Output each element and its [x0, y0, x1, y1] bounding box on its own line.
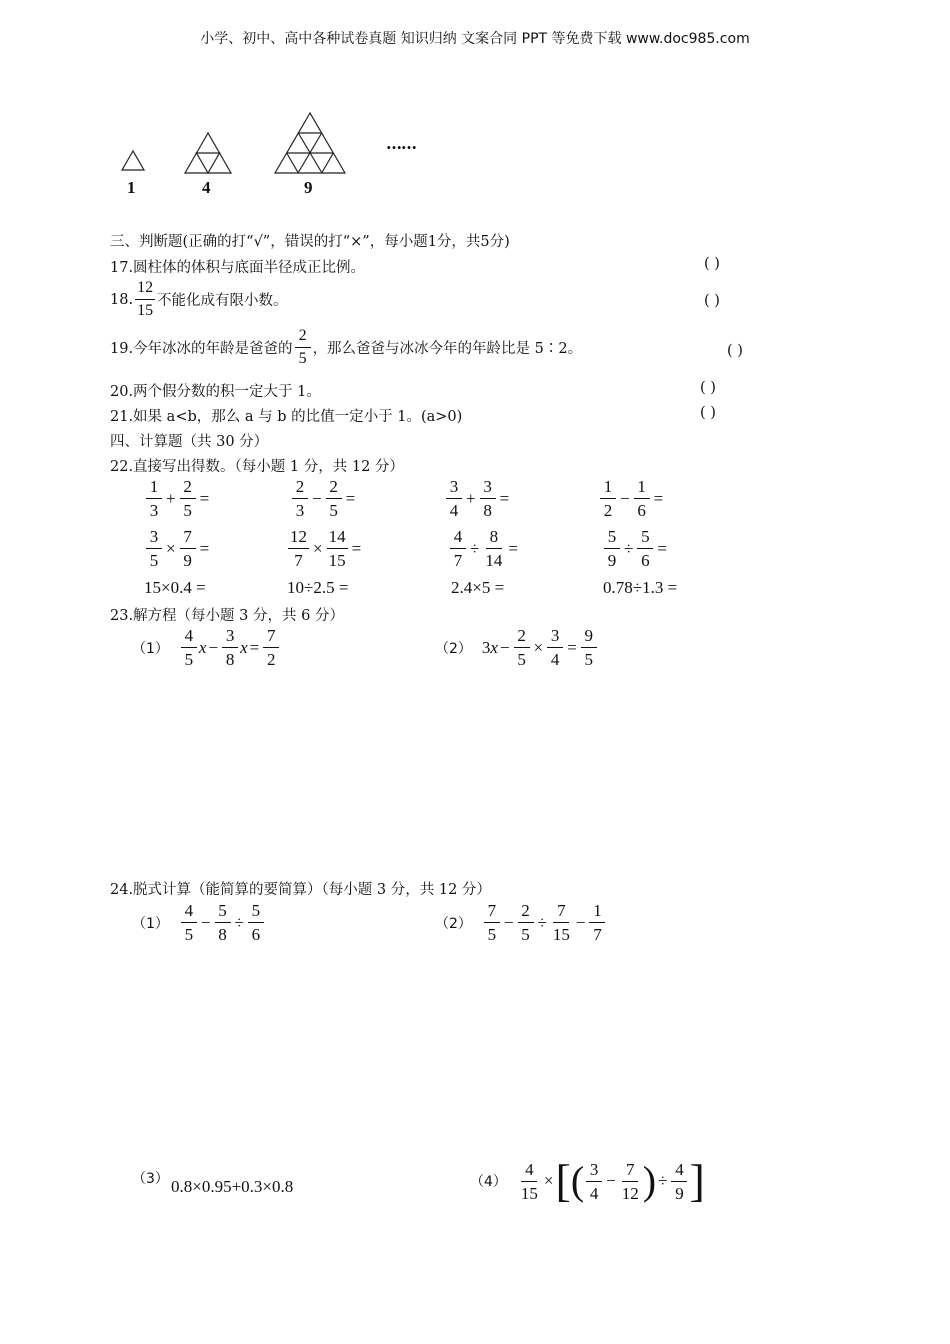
q24-expression-4: （4） $\frac{4}{15}$ × [ ( $\frac{3}{4}$ − $\frac{7}{12}$ ) ÷ $\frac{4}{9}$ ] [470, 1155, 705, 1206]
q22-item-10: 10÷2.5 = [287, 578, 349, 597]
q21-answer-blank[interactable]: ( ) [700, 405, 716, 421]
figure-label-4: 4 [202, 178, 211, 197]
q18-answer-blank[interactable]: ( ) [704, 293, 720, 309]
q22-item-1: $\frac{1}{3}$ + $\frac{2}{5}$ = [144, 478, 211, 519]
q18-line [110, 280, 288, 319]
q22-item-11: 2.4×5 = [451, 578, 505, 597]
q24-expression-2: （2） $\frac{7}{5}$ − $\frac{2}{5}$ ÷ $\frac{7}{15}$ − $\frac{1}{7}$ [435, 902, 607, 943]
q22-item-9: 15×0.4 = [144, 578, 206, 597]
figure-ellipsis: …… [386, 134, 416, 153]
q22-item-12: 0.78÷1.3 = [603, 578, 678, 597]
q22-item-5: $\frac{3}{5}$ × $\frac{7}{9}$ = [144, 528, 211, 569]
page-header: 小学、初中、高中各种试卷真题 知识归纳 文案合同 PPT 等免费下载 www.doc985.com [200, 31, 750, 47]
triangle-1 [122, 151, 144, 170]
figure-label-9: 9 [304, 178, 313, 197]
q22-item-4: $\frac{1}{2}$ − $\frac{1}{6}$ = [598, 478, 665, 519]
q22-item-2: $\frac{2}{3}$ − $\frac{2}{5}$ = [290, 478, 357, 519]
q18-text: 不能化成有限小数。 [157, 293, 288, 309]
q22-item-3: $\frac{3}{4}$ + $\frac{3}{8}$ = [444, 478, 511, 519]
q17-text: 17.圆柱体的体积与底面半径成正比例。 [110, 260, 366, 276]
triangle-4 [185, 133, 231, 173]
q21-text: 21.如果 a<b，那么 a 与 b 的比值一定小于 1。(a>0) [110, 409, 463, 425]
section4-title: 四、计算题（共 30 分） [110, 434, 269, 450]
q24-expression-3-body: 0.8×0.95+0.3×0.8 [171, 1177, 294, 1196]
q24-expression-1: （1） $\frac{4}{5}$ − $\frac{5}{8}$ ÷ $\frac{5}{6}$ [132, 902, 266, 943]
q18-number: 18. [110, 291, 134, 308]
q24-title: 24.脱式计算（能简算的要简算）（每小题 3 分，共 12 分） [110, 882, 491, 898]
q18-fraction: $\frac{12}{15}$ [137, 279, 154, 319]
q17-answer-blank[interactable]: ( ) [704, 256, 720, 272]
q23-equation-2: （2） 3 x − $\frac{2}{5}$ × $\frac{3}{4}$ = $\frac{9}{5}$ [435, 627, 599, 668]
q22-item-6: $\frac{12}{7}$ × $\frac{14}{15}$ = [290, 527, 362, 570]
q19-answer-blank[interactable]: ( ) [727, 343, 743, 359]
q22-title: 22.直接写出得数。（每小题 1 分，共 12 分） [110, 459, 404, 475]
q20-answer-blank[interactable]: ( ) [700, 380, 716, 396]
q24-expression-3: （3） [132, 1171, 169, 1187]
q22-item-7: $\frac{4}{7}$ ÷ $\frac{8}{14}$ = [448, 528, 520, 569]
q20-text: 20.两个假分数的积一定大于 1。 [110, 384, 321, 400]
q23-title: 23.解方程（每小题 3 分，共 6 分） [110, 608, 344, 624]
q19-fraction: $\frac{2}{5}$ [295, 328, 311, 367]
section3-title: 三、判断题(正确的打“√”，错误的打“×”，每小题1分，共5分) [110, 234, 510, 250]
triangle-9 [275, 113, 345, 173]
q22-item-8: $\frac{5}{9}$ ÷ $\frac{5}{6}$ = [602, 528, 669, 569]
q19-text-pre: 19.今年冰冰的年龄是爸爸的 [110, 341, 293, 357]
q19-line [110, 328, 582, 367]
figure-label-1: 1 [127, 178, 136, 197]
q23-equation-1: （1） $\frac{4}{5}$ x − $\frac{3}{8}$ x = $\frac{7}{2}$ [132, 627, 281, 668]
q19-text-post: ，那么爸爸与冰冰今年的年龄比是 5∶2。 [312, 341, 583, 357]
